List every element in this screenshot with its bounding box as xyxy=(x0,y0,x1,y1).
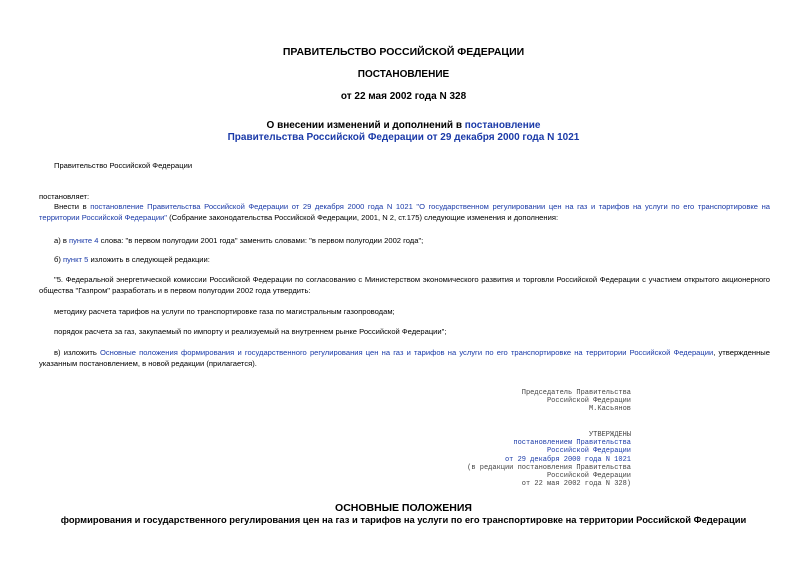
item-a-pre: а) в xyxy=(54,236,70,245)
item-a-post: слова: "в первом полугодии 2001 года" заменить словами: "в первом полугодии 2002 года"; xyxy=(98,236,424,245)
doc-type-heading: ПОСТАНОВЛЕНИЕ xyxy=(357,69,450,80)
approval-link-3[interactable]: от 29 декабря 2000 года N 1021 xyxy=(504,455,631,464)
paragraph-5: "5. Федеральной энергетической комиссии Российской Федерации по согласованию с Министерством экономического развития и торговли Российской Федерации с участием открытого акционерного общества "Газпром" разработать и в первом полугодии 2002 года утвердить: xyxy=(39,275,770,295)
issuer-text: Правительство Российской Федерации xyxy=(54,161,193,170)
doc-date: от 22 мая 2002 года N 328 xyxy=(340,91,467,102)
annex-subtitle: формирования и государственного регулирования цен на газ и тарифов на услуги по его транспортировке на территории Российской Федерации xyxy=(60,514,747,525)
approval-line-1: УТВЕРЖДЕНЫ xyxy=(588,431,631,439)
annex-title: ОСНОВНЫЕ ПОЛОЖЕНИЯ xyxy=(335,502,472,514)
title-link-decree-ref[interactable]: Правительства Российской Федерации от 29 декабря 2000 года N 1021 xyxy=(227,132,580,143)
item-method: методику расчета тарифов на услуги по транспортировке газа по магистральным газопроводам; xyxy=(54,307,395,316)
item-b-pre: б) xyxy=(54,255,63,264)
item-order: порядок расчета за газ, закупаемый по импорту и реализуемый на внутреннем рынке Российской Федерации"; xyxy=(54,327,447,336)
approval-line-6: Российской Федерации xyxy=(546,472,631,481)
decree-word: постановляет: xyxy=(39,192,90,201)
approval-link-1[interactable]: постановлением Правительства xyxy=(513,439,631,448)
item-a xyxy=(54,236,423,247)
p1-link-decree[interactable]: постановление Правительства Российской Федерации от 29 декабря 2000 года N 1021 "О государственном регулировании цен на газ и тарифов на услуги по его транспортировке на территории Российской Федерации" xyxy=(39,202,770,222)
title-link-decree[interactable]: постановление xyxy=(464,120,541,131)
item-v-pre: в) изложить xyxy=(54,348,100,357)
paragraph-amend xyxy=(39,202,770,223)
signature-block xyxy=(522,389,631,414)
item-v xyxy=(39,348,770,369)
title-prefix: О внесении изменений и дополнений в xyxy=(266,120,465,131)
document-title xyxy=(0,120,807,144)
signature-line-2: Российской Федерации xyxy=(546,397,631,406)
signature-line-1: Председатель Правительства xyxy=(521,389,631,397)
approval-link-2[interactable]: Российской Федерации xyxy=(546,447,631,456)
item-b xyxy=(54,255,210,266)
org-heading: ПРАВИТЕЛЬСТВО РОССИЙСКОЙ ФЕДЕРАЦИИ xyxy=(282,46,525,58)
approval-block xyxy=(467,431,631,488)
item-b-link[interactable]: пункт 5 xyxy=(63,255,89,264)
item-v-post: , утвержденные указанным постановлением, в новой редакции (прилагается). xyxy=(39,348,770,368)
item-v-link[interactable]: Основные положения формирования и государственного регулирования цен на газ и тарифов на услуги по его транспортировке на территории Российской Федерации xyxy=(99,348,714,357)
signature-line-3: М.Касьянов xyxy=(588,405,631,414)
item-a-link[interactable]: пункте 4 xyxy=(69,236,99,245)
p1-text-a: Внести в xyxy=(54,202,91,211)
approval-line-7: от 22 мая 2002 года N 328) xyxy=(521,480,631,489)
approval-line-5: (в редакции постановления Правительства xyxy=(467,463,631,472)
item-b-post: изложить в следующей редакции: xyxy=(88,255,210,264)
p1-text-b: (Собрание законодательства Российской Федерации, 2001, N 2, ст.175) следующие изменения и дополнения: xyxy=(167,212,559,222)
